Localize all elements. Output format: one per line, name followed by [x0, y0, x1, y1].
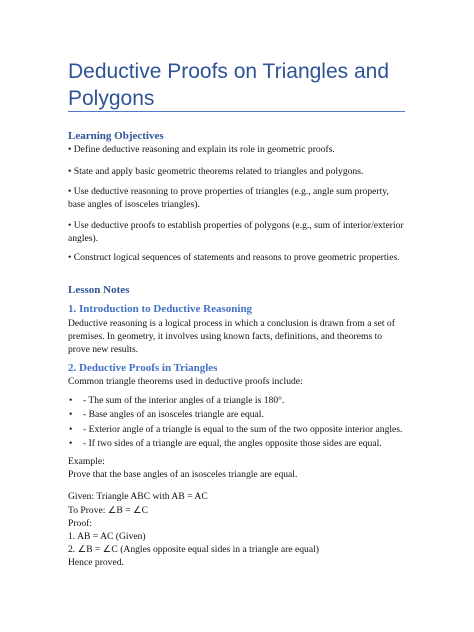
title-underline: [68, 111, 405, 112]
list-item-text: - Exterior angle of a triangle is equal to the sum of the two opposite interior angles.: [83, 423, 403, 435]
proof-step-2: 2. ∠B = ∠C (Angles opposite equal sides in a triangle are equal): [68, 544, 319, 555]
objective-item: • Construct logical sequences of statements and reasons to prove geometric properties.: [68, 252, 400, 263]
bullet-icon: •: [69, 395, 73, 406]
objective-item: • Use deductive proofs to establish properties of polygons (e.g., sum of interior/exterior angles).: [68, 220, 404, 244]
list-item: [68, 437, 406, 451]
lesson-notes-heading: Lesson Notes: [68, 284, 130, 296]
bullet-icon: •: [69, 409, 73, 421]
list-item-text: - Base angles of an isosceles triangle are equal.: [83, 409, 264, 421]
section-2-heading: 2. Deductive Proofs in Triangles: [68, 362, 218, 374]
objective-item: • State and apply basic geometric theorems related to triangles and polygons.: [68, 166, 364, 177]
given-statement: Given: Triangle ABC with AB = AC: [68, 491, 208, 502]
list-item-text: - If two sides of a triangle are equal, the angles opposite those sides are equal.: [83, 438, 382, 450]
list-item-text: - The sum of the interior angles of a triangle is 180°.: [83, 395, 285, 406]
list-item: [68, 423, 406, 437]
section-1-body: Deductive reasoning is a logical process in which a conclusion is drawn from a set of premises. In geometry, it involves using known facts, definitions, and theorems to prove new results.: [68, 318, 395, 355]
proof-conclusion: Hence proved.: [68, 557, 124, 568]
objective-item: • Use deductive reasoning to prove properties of triangles (e.g., angle sum property, base angles of isosceles triangles).: [68, 186, 389, 210]
proof-step-1: 1. AB = AC (Given): [68, 531, 146, 542]
list-item: [68, 394, 406, 408]
theorem-list: [68, 394, 406, 452]
objective-item: • Define deductive reasoning and explain its role in geometric proofs.: [68, 144, 335, 155]
to-prove-statement: To Prove: ∠B = ∠C: [68, 505, 149, 516]
bullet-icon: •: [69, 438, 73, 450]
section-2-intro: Common triangle theorems used in deductive proofs include:: [68, 376, 303, 387]
list-item: [68, 408, 406, 422]
example-text: Prove that the base angles of an isosceles triangle are equal.: [68, 469, 298, 480]
document-title: Deductive Proofs on Triangles and Polygons: [68, 60, 390, 110]
example-label: Example:: [68, 456, 105, 467]
section-1-heading: 1. Introduction to Deductive Reasoning: [68, 303, 253, 315]
learning-objectives-heading: Learning Objectives: [68, 130, 164, 142]
proof-label: Proof:: [68, 518, 92, 529]
bullet-icon: •: [69, 423, 73, 435]
